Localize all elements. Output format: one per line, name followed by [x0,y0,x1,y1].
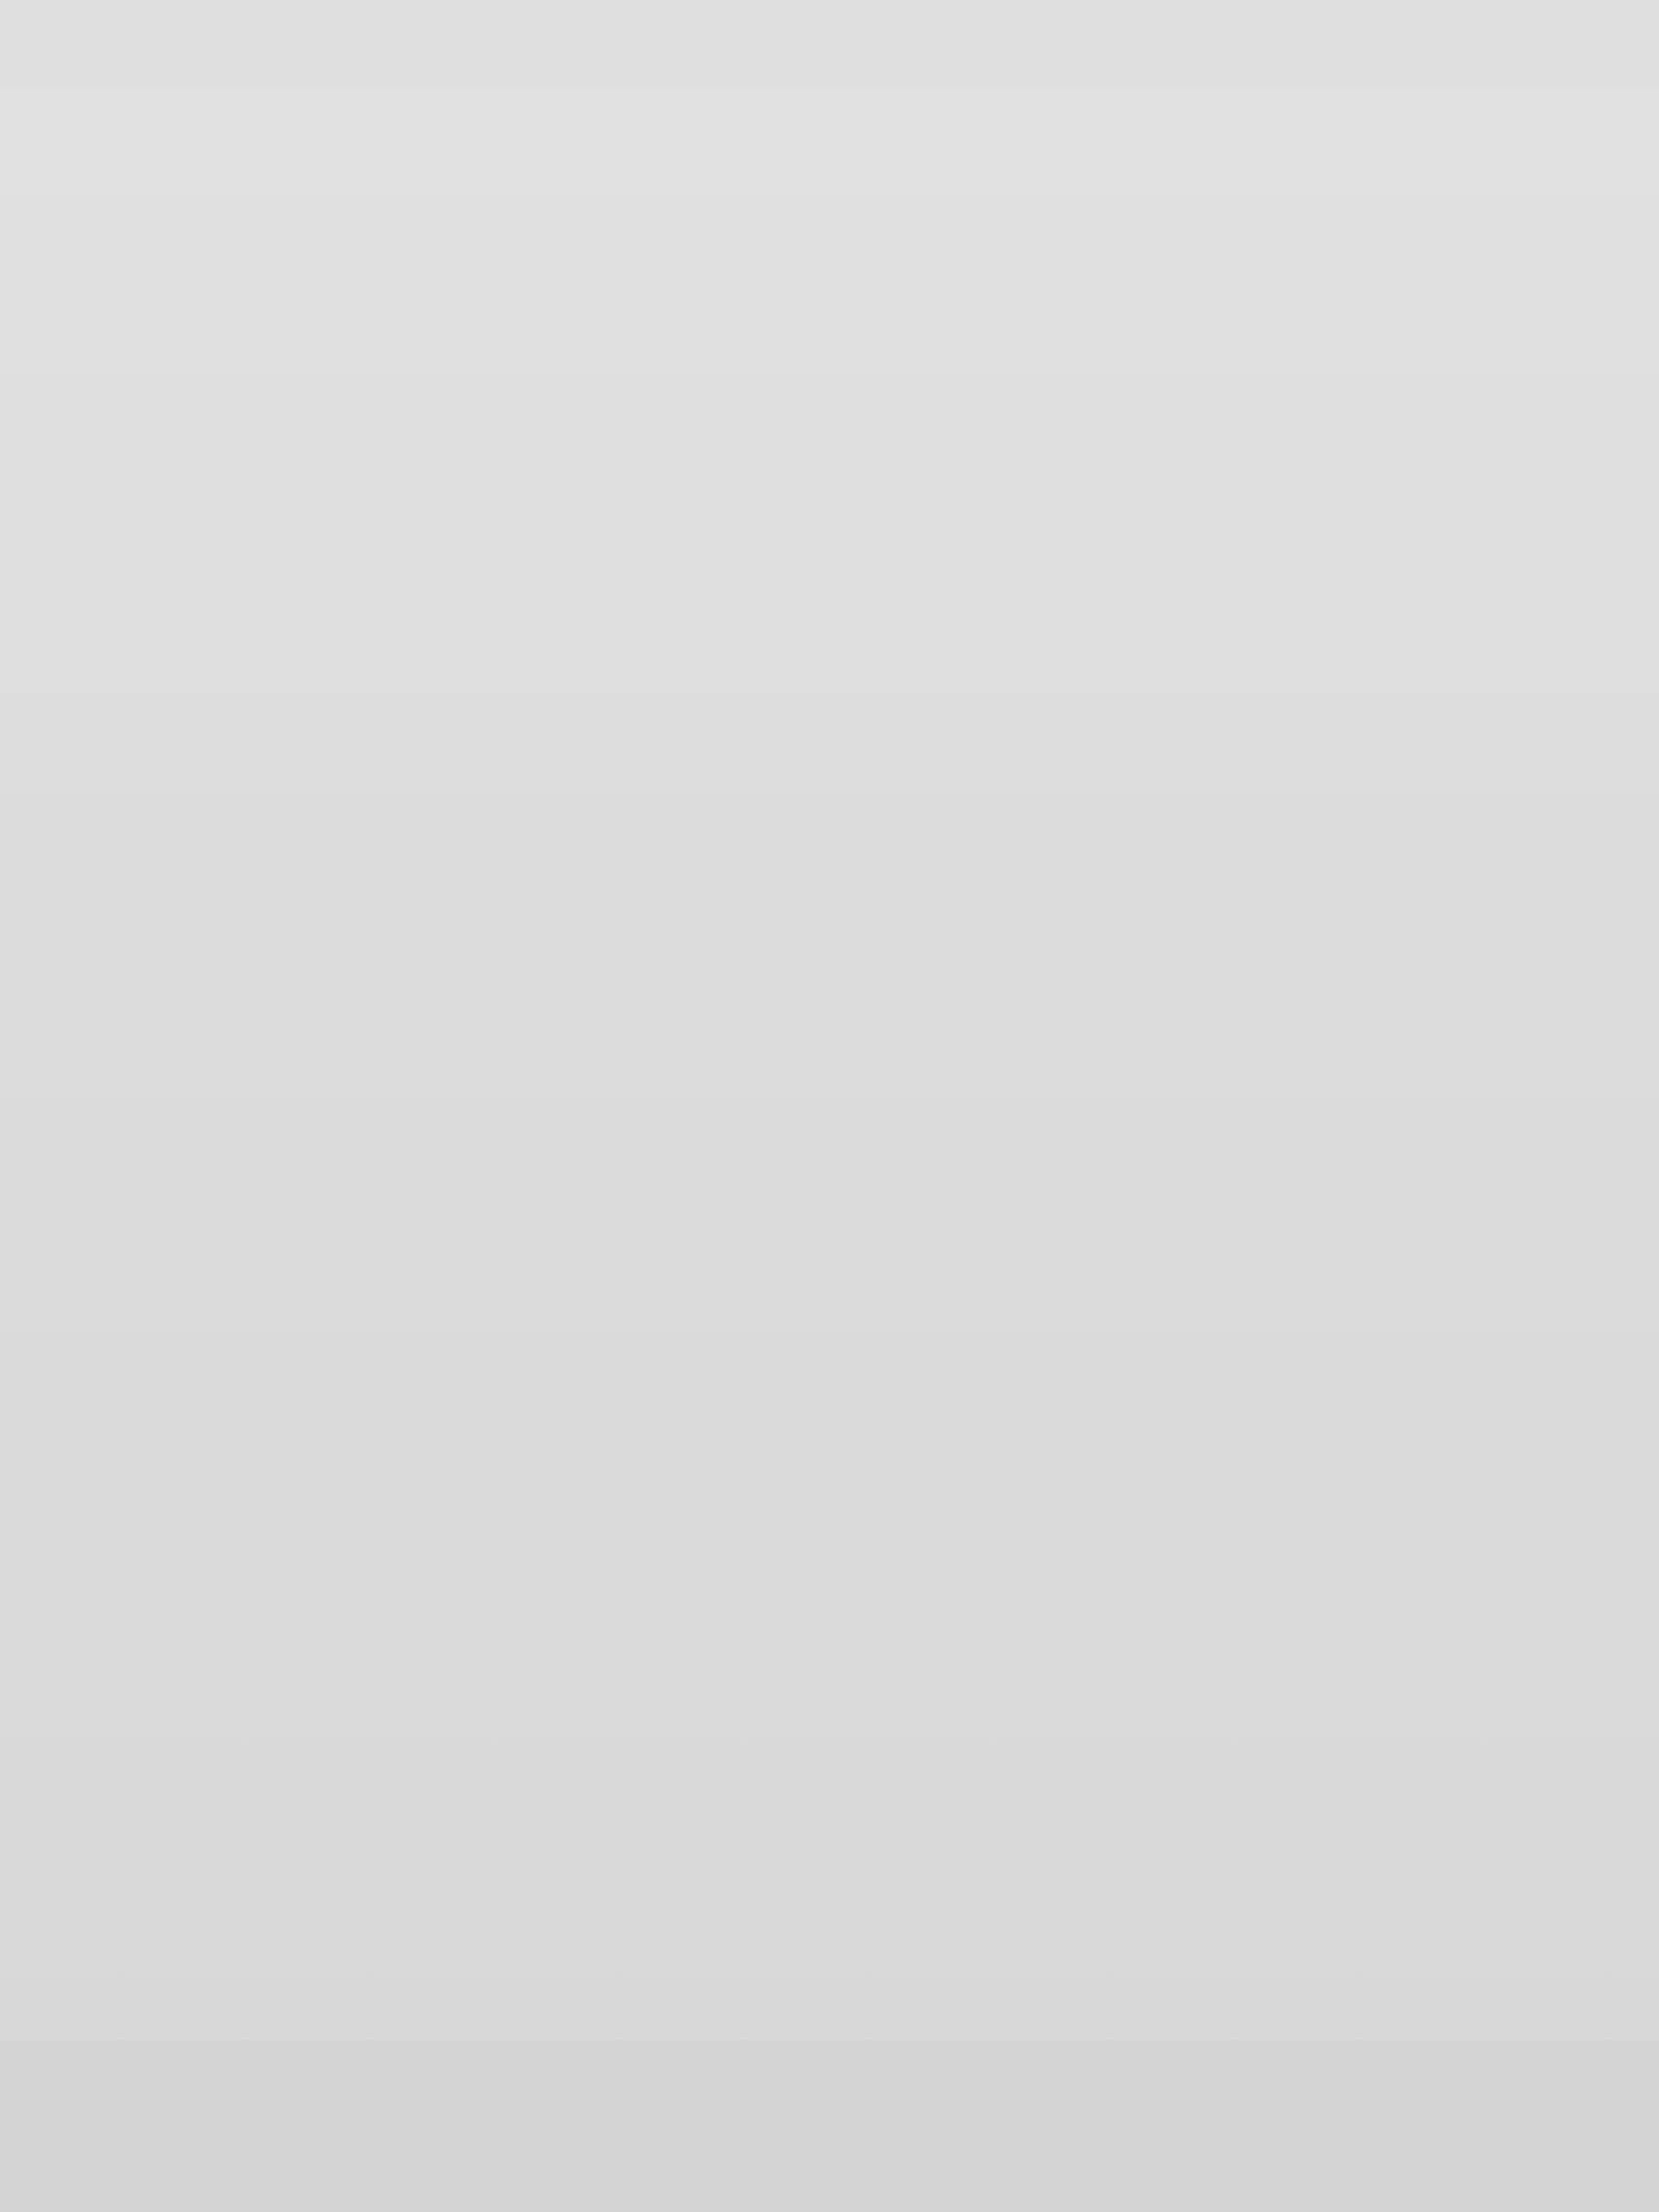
table-of-contents [370,276,1602,292]
doodle-border-top [0,0,1659,88]
page-title [0,141,1658,179]
doodle-border-bottom [0,2040,1659,2212]
